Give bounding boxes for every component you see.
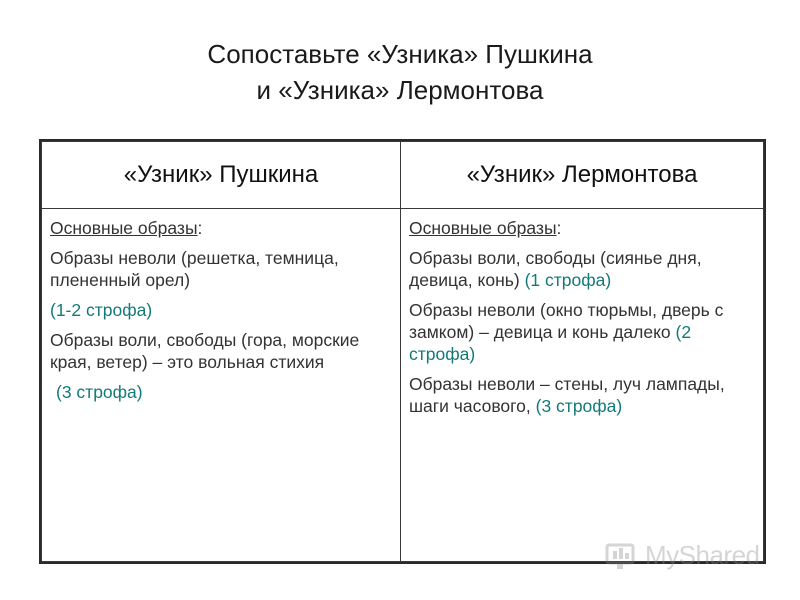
pushkin-freedom-images: Образы воли, свободы (гора, морские края, ветер) – это вольная стихия bbox=[50, 330, 360, 372]
watermark bbox=[605, 536, 765, 574]
comparison-table bbox=[39, 139, 766, 564]
lermontov-cell bbox=[401, 209, 764, 562]
lermontov-stanza-ref-2: (2 строфа) bbox=[409, 322, 692, 364]
slide-title bbox=[0, 36, 800, 108]
pushkin-main-images bbox=[50, 217, 392, 239]
lermontov-p1-text: Образы воли, свободы (сиянье дня, девица, конь) bbox=[409, 248, 702, 290]
pushkin-label: Основные образы bbox=[50, 218, 198, 238]
table-row bbox=[42, 209, 764, 562]
myshared-logo-icon bbox=[605, 539, 639, 571]
lermontov-label: Основные образы bbox=[409, 218, 557, 238]
title-line-1: Сопоставьте «Узника» Пушкина bbox=[207, 39, 593, 69]
pushkin-cell bbox=[42, 209, 401, 562]
lermontov-captivity-images bbox=[409, 299, 755, 365]
header-pushkin: «Узник» Пушкина bbox=[42, 142, 401, 209]
header-lermontov: «Узник» Лермонтова bbox=[401, 142, 764, 209]
watermark-text: MyShared bbox=[645, 539, 760, 570]
pushkin-captivity-images: Образы неволи (решетка, темница, плененный орел) bbox=[50, 248, 339, 290]
lermontov-main-images bbox=[409, 217, 755, 239]
title-line-2: и «Узника» Лермонтова bbox=[256, 75, 544, 105]
table-header-row bbox=[42, 142, 764, 209]
lermontov-p3-text: Образы неволи – стены, луч лампады, шаги часового, bbox=[409, 374, 725, 416]
lermontov-stanza-ref-3: (3 строфа) bbox=[535, 396, 623, 416]
pushkin-label-colon: : bbox=[197, 218, 203, 238]
lermontov-label-colon: : bbox=[556, 218, 562, 238]
lermontov-freedom-images bbox=[409, 247, 755, 291]
lermontov-p2-text: Образы неволи (окно тюрьмы, дверь с замком) – девица и конь далеко bbox=[409, 300, 724, 342]
pushkin-stanza-ref-1: (1-2 строфа) bbox=[50, 300, 153, 320]
lermontov-stanza-ref-1: (1 строфа) bbox=[524, 270, 612, 290]
pushkin-stanza-ref-2: (3 строфа) bbox=[56, 382, 143, 402]
lermontov-captivity-images-2 bbox=[409, 373, 755, 417]
